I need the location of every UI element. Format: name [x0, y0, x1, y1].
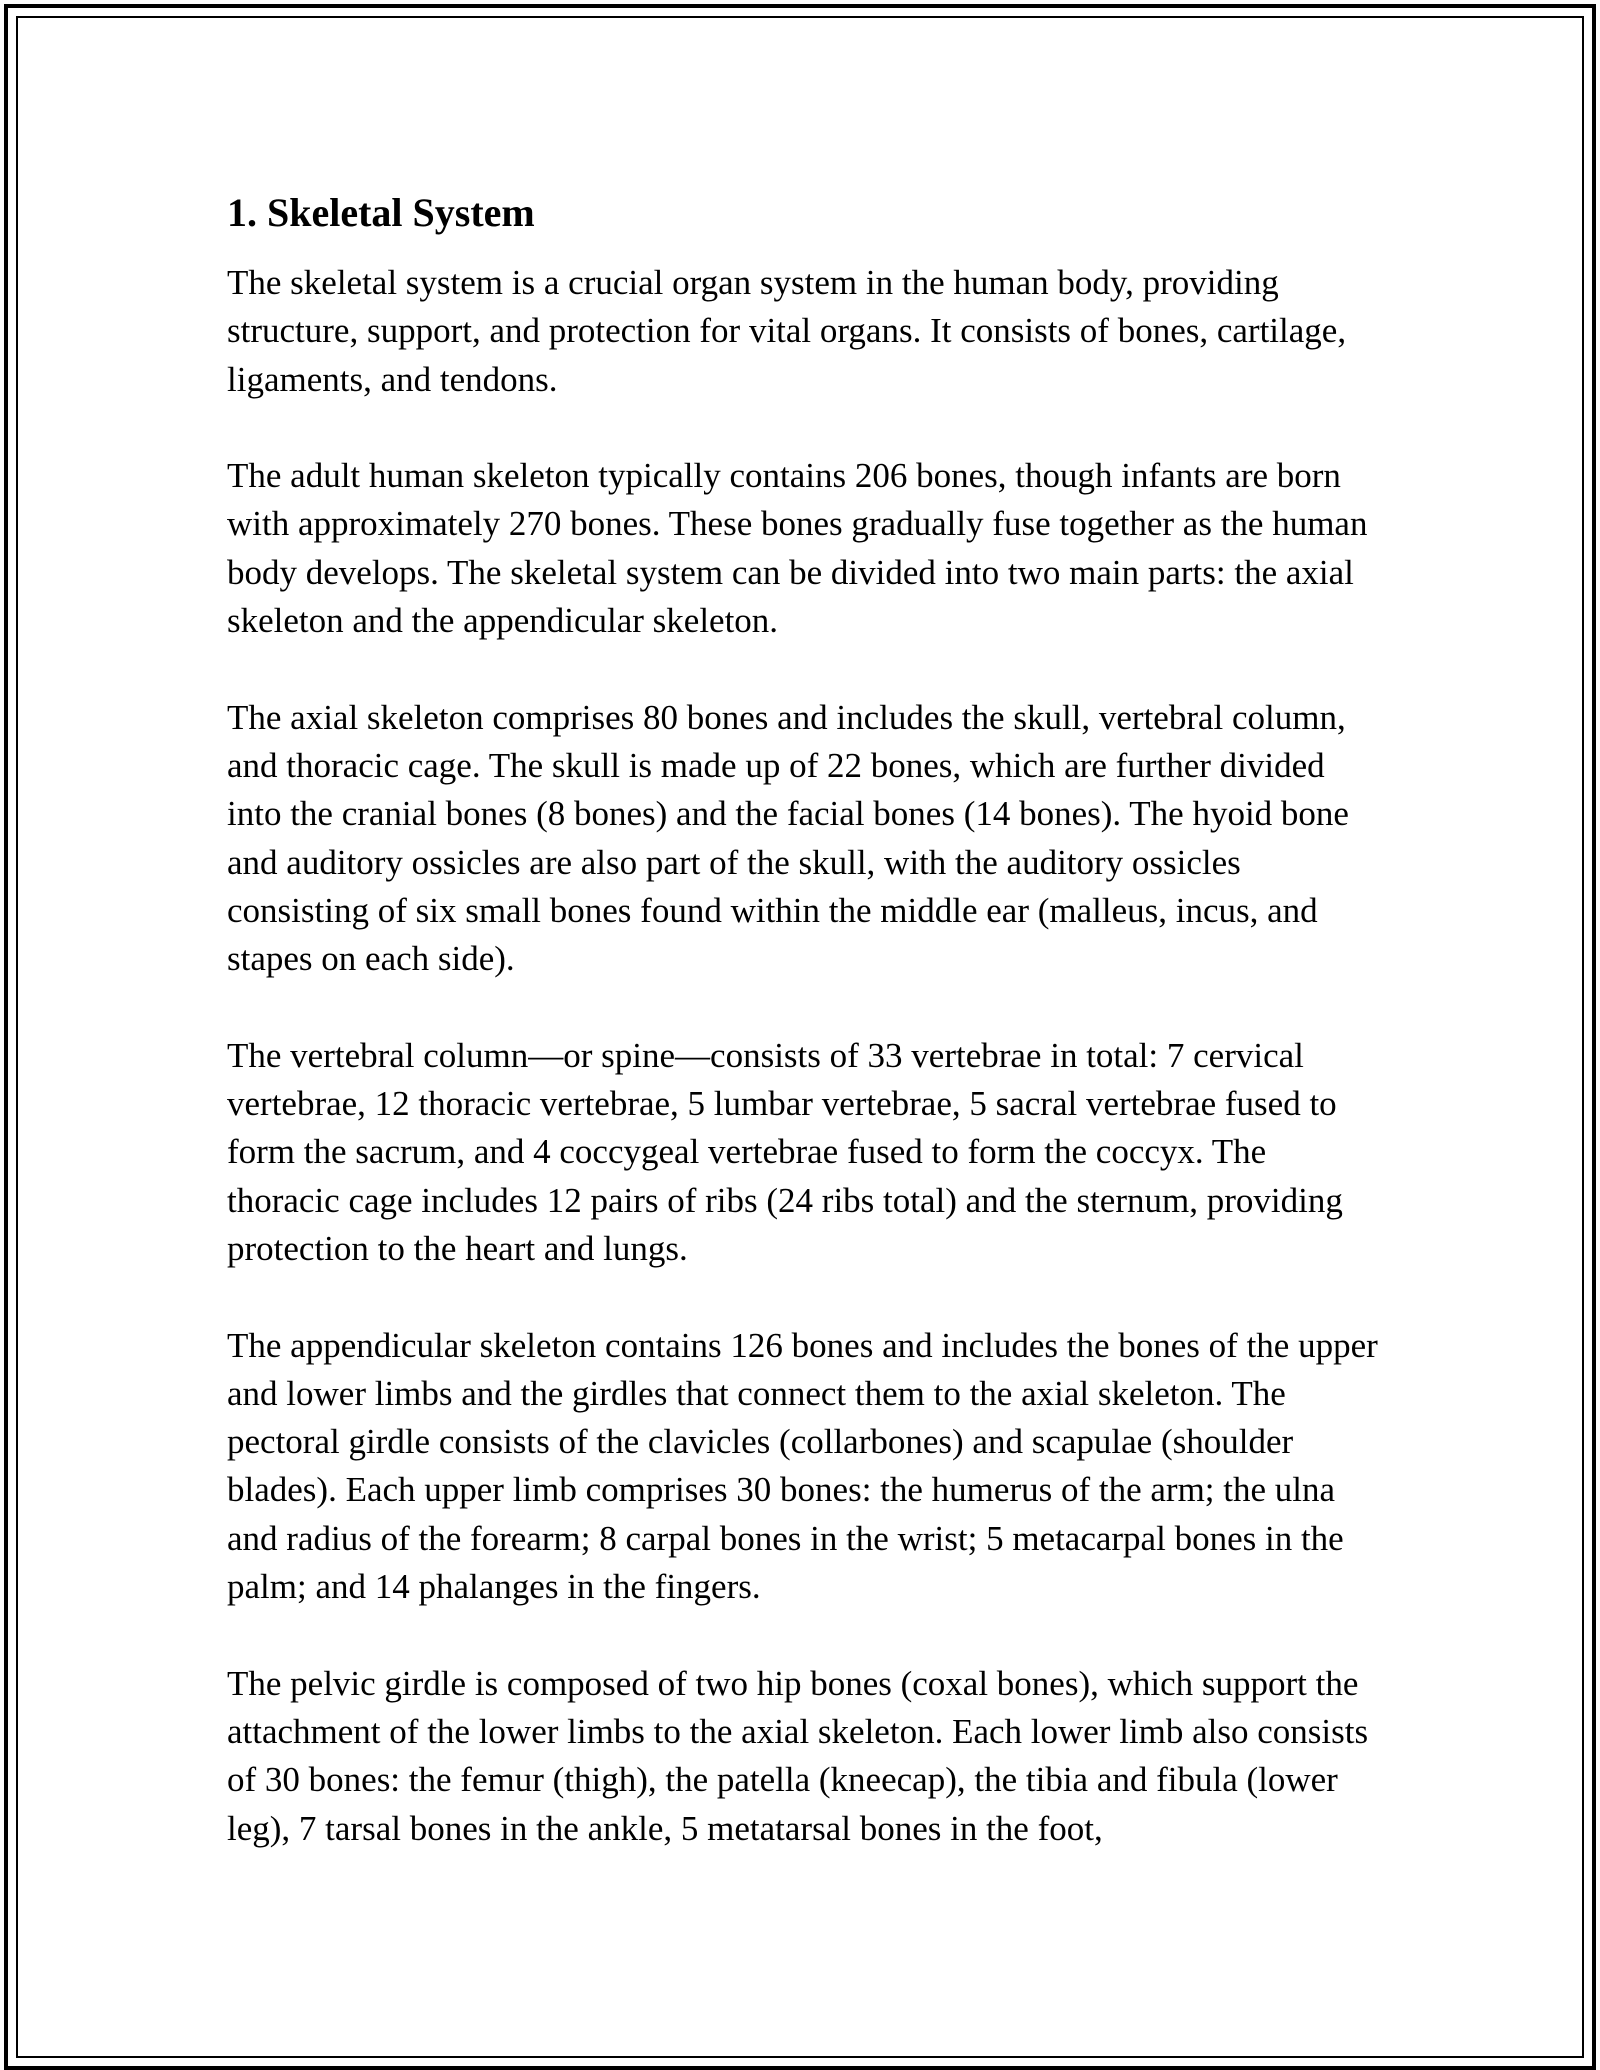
section-heading: 1. Skeletal System	[227, 190, 535, 235]
paragraph-intro: The skeletal system is a crucial organ system in the human body, providing structure, support, and protection for vital organs. It consists of bones, cartilage, ligaments, and tendons.	[227, 263, 1347, 399]
paragraph-appendicular-skeleton: The appendicular skeleton contains 126 bones and includes the bones of the upper and lower limbs and the girdles that connect them to the axial skeleton. The pectoral girdle consists of the clavicles (collarbones) and scapulae (shoulder blades). Each upper limb comprises 30 bones: the humerus of the arm; the ulna and radius of the forearm; 8 carpal bones in the wrist; 5 metacarpal bones in the palm; and 14 phalanges in the fingers.	[227, 1325, 1378, 1607]
paragraph-pelvic-girdle: The pelvic girdle is composed of two hip bones (coxal bones), which support the attachment of the lower limbs to the axial skeleton. Each lower limb also consists of 30 bones: the femur (thigh), the patella (kneecap), the tibia and fibula (lower leg), 7 tarsal bones in the ankle, 5 metatarsal bones in the foot,	[227, 1663, 1369, 1848]
document-body	[227, 185, 1387, 1901]
paragraph-bone-count: The adult human skeleton typically contains 206 bones, though infants are born with approximately 270 bones. These bones gradually fuse together as the human body develops. The skeletal system can be divided into two main parts: the axial skeleton and the appendicular skeleton.	[227, 456, 1368, 641]
paragraph-axial-skeleton: The axial skeleton comprises 80 bones and includes the skull, vertebral column, and thoracic cage. The skull is made up of 22 bones, which are further divided into the cranial bones (8 bones) and the facial bones (14 bones). The hyoid bone and auditory ossicles are also part of the skull, with the auditory ossicles consisting of six small bones found within the middle ear (malleus, incus, and stapes on each side).	[227, 697, 1349, 979]
paragraph-vertebral-column: The vertebral column—or spine—consists of 33 vertebrae in total: 7 cervical vertebrae, 12 thoracic vertebrae, 5 lumbar vertebrae, 5 sacral vertebrae fused to form the sacrum, and 4 coccygeal vertebrae fused to form the coccyx. The thoracic cage includes 12 pairs of ribs (24 ribs total) and the sternum, providing protection to the heart and lungs.	[227, 1035, 1343, 1268]
